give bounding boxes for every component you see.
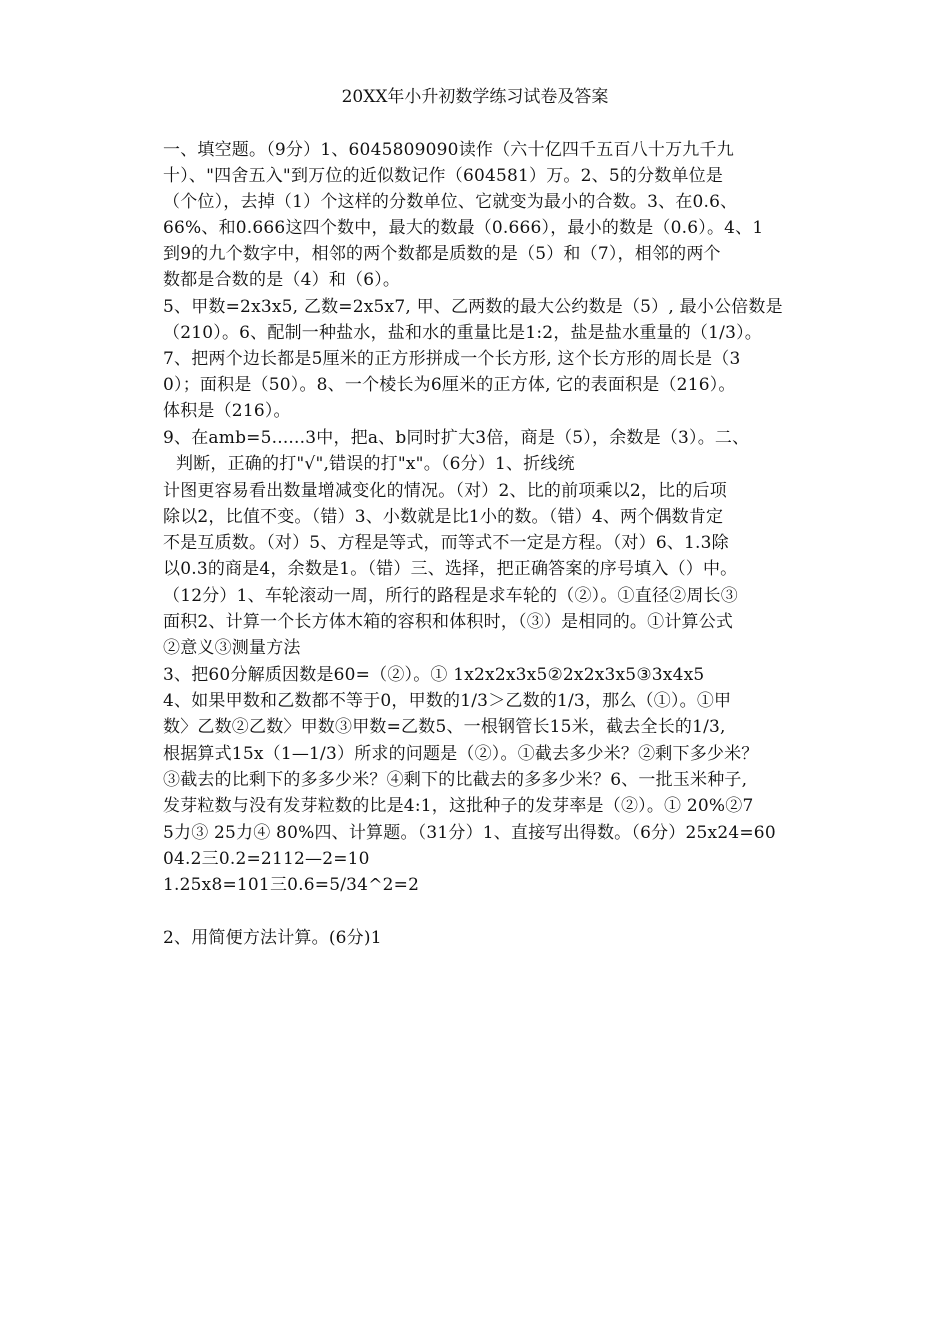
text-line: ③截去的比剩下的多多少米？④剩下的比截去的多多少米？6、一批玉米种子,: [163, 770, 748, 790]
text-line: 7、把两个边长都是5厘米的正方形拼成一个长方形, 这个长方形的周长是（3: [163, 349, 741, 369]
text-line: 9、在amb=5......3中，把a、b同时扩大3倍，商是（5），余数是（3）。二、: [163, 428, 750, 448]
text-line: 判断，正确的打"√",错误的打"x"。（6分）1、折线统: [176, 454, 575, 474]
text-line: 数都是合数的是（4）和（6）。: [163, 270, 401, 290]
text-line: （210）。6、配制一种盐水，盐和水的重量比是1:2，盐是盐水重量的（1/3）。: [163, 323, 762, 343]
text-line: 5、甲数=2x3x5, 乙数=2x5x7, 甲、乙两数的最大公约数是（5）, 最小公倍数是: [163, 297, 783, 317]
document-title: 20XX年小升初数学练习试卷及答案: [341, 87, 609, 107]
text-line: 数〉乙数②乙数〉甲数③甲数=乙数5、一根钢管长15米，截去全长的1/3,: [163, 717, 726, 737]
text-line: （12分）1、车轮滚动一周，所行的路程是求车轮的（②）。①直径②周长③: [163, 586, 738, 606]
text-line: 66%、和0.666这四个数中，最大的数最（0.666），最小的数是（0.6）。4、1: [163, 218, 764, 238]
text-line: 发芽粒数与没有发芽粒数的比是4:1，这批种子的发芽率是（②）。① 20%②7: [163, 796, 754, 816]
text-line: ②意义③测量方法: [163, 638, 301, 658]
text-line: （个位），去掉（1）个这样的分数单位、它就变为最小的合数。3、在0.6、: [163, 192, 738, 212]
text-line: 一、填空题。（9分）1、6045809090读作（六十亿四千五百八十万九千九: [163, 140, 734, 160]
text-line: 04.2三0.2=2112—2=10: [163, 849, 370, 869]
text-line: 到9的九个数字中，相邻的两个数都是质数的是（5）和（7），相邻的两个: [163, 244, 721, 264]
text-line: 不是互质数。（对）5、方程是等式，而等式不一定是方程。（对）6、1.3除: [163, 533, 729, 553]
text-line: 2、用简便方法计算。(6分)1: [163, 928, 382, 948]
text-line: 4、如果甲数和乙数都不等于0，甲数的1/3＞乙数的1/3，那么（①）。①甲: [163, 691, 732, 711]
text-line: 面积2、计算一个长方体木箱的容积和体积时，（③）是相同的。①计算公式: [163, 612, 734, 632]
text-line: 3、把60分解质因数是60=（②）。① 1x2x2x3x5②2x2x3x5③3x4x5: [163, 665, 705, 685]
text-line: 体积是（216）。: [163, 401, 291, 421]
text-line: 十）、"四舍五入"到万位的近似数记作（604581）万。2、5的分数单位是: [163, 166, 724, 186]
text-line: 计图更容易看出数量增减变化的情况。（对）2、比的前项乘以2，比的后项: [163, 481, 727, 501]
text-line: 根据算式15x（1—1/3）所求的问题是（②）。①截去多少米？②剩下多少米？: [163, 744, 759, 764]
text-line: 除以2，比值不变。（错）3、小数就是比1小的数。（错）4、两个偶数肯定: [163, 507, 724, 527]
text-line: 1.25x8=101三0.6=5/34^2=2: [163, 875, 420, 895]
text-line: 5力③ 25力④ 80%四、计算题。（31分）1、直接写出得数。（6分）25x24=60: [163, 823, 776, 843]
text-line: 以0.3的商是4，余数是1。（错）三、选择，把正确答案的序号填入（）中。: [163, 559, 738, 579]
text-line: 0）；面积是（50）。8、一个棱长为6厘米的正方体, 它的表面积是（216）。: [163, 375, 736, 395]
